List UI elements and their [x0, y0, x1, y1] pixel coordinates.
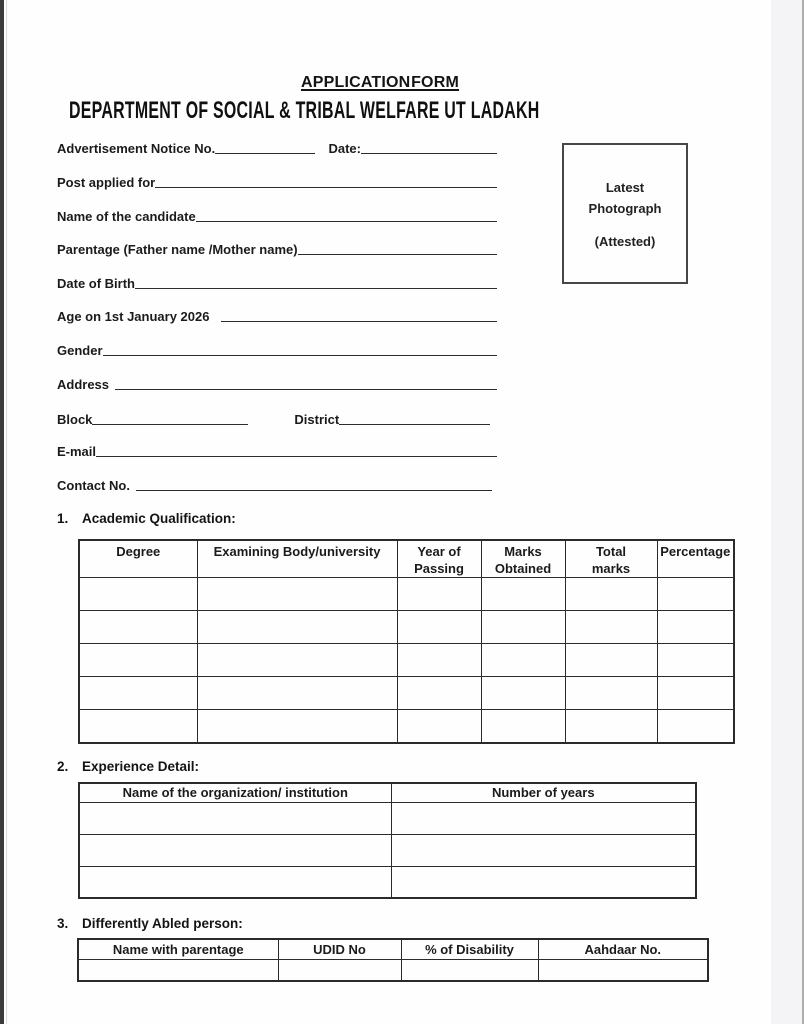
empty-cell [565, 578, 657, 611]
photo-box [562, 143, 688, 284]
empty-cell [197, 611, 397, 644]
academic-col-degree: Degree [79, 540, 197, 578]
candidate-name-underline [196, 211, 497, 222]
academic-col-percentage: Percentage [657, 540, 734, 578]
empty-cell [391, 834, 696, 866]
parentage-label: Parentage (Father name /Mother name) [57, 242, 298, 257]
field-row-dob [57, 274, 497, 291]
photo-box-line1: Latest [605, 180, 645, 195]
empty-cell [397, 710, 481, 743]
empty-cell [197, 644, 397, 677]
academic-col-year-label: Year of Passing [414, 544, 464, 576]
academic-col-total [565, 540, 657, 578]
empty-cell [657, 611, 734, 644]
empty-cell [481, 710, 565, 743]
empty-cell [397, 644, 481, 677]
empty-cell [565, 677, 657, 710]
empty-cell [197, 710, 397, 743]
address-underline [115, 379, 497, 390]
experience-detail-table [78, 782, 697, 899]
age-label: Age on 1st January 2026 [57, 309, 210, 324]
academic-empty-row-4 [79, 677, 734, 710]
district-label: District [294, 412, 340, 427]
photo-box-attested: (Attested) [594, 234, 656, 249]
block-underline [92, 414, 248, 425]
academic-col-marks-label: Marks Obtained [494, 544, 552, 576]
disability-empty-row-1 [78, 959, 708, 981]
empty-cell [565, 710, 657, 743]
scan-edge-right [771, 0, 804, 1024]
field-row-block-district [57, 410, 490, 427]
academic-empty-row-5 [79, 710, 734, 743]
experience-empty-row-2 [79, 834, 696, 866]
field-row-address [57, 375, 497, 392]
section-academic-number: 1. [57, 511, 69, 526]
empty-cell [481, 677, 565, 710]
section-experience-number: 2. [57, 759, 69, 774]
section-disability-title: Differently Abled person: [82, 916, 243, 931]
field-row-age [57, 307, 497, 324]
disability-header-row [78, 939, 708, 959]
experience-header-row [79, 783, 696, 802]
disability-col-aadhaar: Aahdaar No. [538, 939, 708, 959]
empty-cell [397, 677, 481, 710]
section-experience-title: Experience Detail: [82, 759, 200, 774]
disability-col-name: Name with parentage [78, 939, 278, 959]
empty-cell [79, 578, 197, 611]
field-row-gender [57, 341, 497, 358]
section-experience-heading [57, 759, 199, 774]
empty-cell [79, 802, 391, 834]
gender-label: Gender [57, 343, 103, 358]
academic-col-marks [481, 540, 565, 578]
date-underline [361, 143, 497, 154]
empty-cell [401, 959, 538, 981]
scan-edge-left-shadow [6, 0, 7, 1024]
experience-empty-row-3 [79, 866, 696, 898]
empty-cell [538, 959, 708, 981]
empty-cell [79, 677, 197, 710]
academic-qualification-table [78, 539, 735, 744]
empty-cell [481, 578, 565, 611]
disability-col-percent: % of Disability [401, 939, 538, 959]
academic-empty-row-1 [79, 578, 734, 611]
experience-empty-row-1 [79, 802, 696, 834]
contact-underline [136, 480, 492, 491]
email-label: E-mail [57, 444, 97, 459]
academic-col-body: Examining Body/university [197, 540, 397, 578]
field-row-email [57, 442, 497, 459]
candidate-name-label: Name of the candidate [57, 209, 196, 224]
empty-cell [197, 578, 397, 611]
parentage-underline [298, 244, 497, 255]
empty-cell [78, 959, 278, 981]
field-row-advertisement [57, 139, 497, 156]
post-applied-underline [155, 177, 497, 188]
address-label: Address [57, 377, 110, 392]
field-row-contact [57, 476, 492, 493]
date-of-birth-underline [135, 278, 497, 289]
advertisement-notice-underline [215, 143, 315, 154]
empty-cell [565, 611, 657, 644]
scan-edge-left [0, 0, 4, 1024]
empty-cell [397, 578, 481, 611]
block-label: Block [57, 412, 93, 427]
advertisement-notice-label: Advertisement Notice No. [57, 141, 216, 156]
empty-cell [397, 611, 481, 644]
gender-underline [103, 345, 497, 356]
field-row-name [57, 207, 497, 224]
empty-cell [79, 611, 197, 644]
date-label: Date: [328, 141, 361, 156]
form-title-text: APPLICATION FORM [300, 74, 459, 91]
section-disability-number: 3. [57, 916, 69, 931]
academic-empty-row-2 [79, 611, 734, 644]
differently-abled-table [77, 938, 709, 982]
empty-cell [565, 644, 657, 677]
empty-cell [657, 710, 734, 743]
academic-col-year [397, 540, 481, 578]
form-title [0, 74, 760, 92]
empty-cell [197, 677, 397, 710]
department-title: DEPARTMENT OF SOCIAL & TRIBAL WELFARE UT LADAKH [69, 97, 540, 124]
empty-cell [278, 959, 401, 981]
date-of-birth-label: Date of Birth [57, 276, 135, 291]
empty-cell [79, 834, 391, 866]
empty-cell [391, 866, 696, 898]
empty-cell [79, 710, 197, 743]
field-row-post [57, 173, 497, 190]
field-row-parentage [57, 240, 497, 257]
post-applied-label: Post applied for [57, 175, 156, 190]
empty-cell [657, 578, 734, 611]
section-academic-title: Academic Qualification: [82, 511, 236, 526]
academic-empty-row-3 [79, 644, 734, 677]
district-underline [339, 414, 490, 425]
experience-col-organization: Name of the organization/ institution [79, 783, 391, 802]
empty-cell [657, 677, 734, 710]
empty-cell [657, 644, 734, 677]
section-disability-heading [57, 916, 243, 931]
empty-cell [79, 644, 197, 677]
academic-col-total-label: Total marks [591, 544, 631, 576]
empty-cell [79, 866, 391, 898]
age-underline [221, 311, 497, 322]
email-underline [96, 446, 497, 457]
empty-cell [481, 644, 565, 677]
photo-box-line2: Photograph [588, 201, 662, 216]
section-academic-heading [57, 511, 236, 526]
empty-cell [391, 802, 696, 834]
empty-cell [481, 611, 565, 644]
academic-header-row [79, 540, 734, 578]
contact-label: Contact No. [57, 478, 130, 493]
experience-col-years: Number of years [391, 783, 696, 802]
disability-col-udid: UDID No [278, 939, 401, 959]
